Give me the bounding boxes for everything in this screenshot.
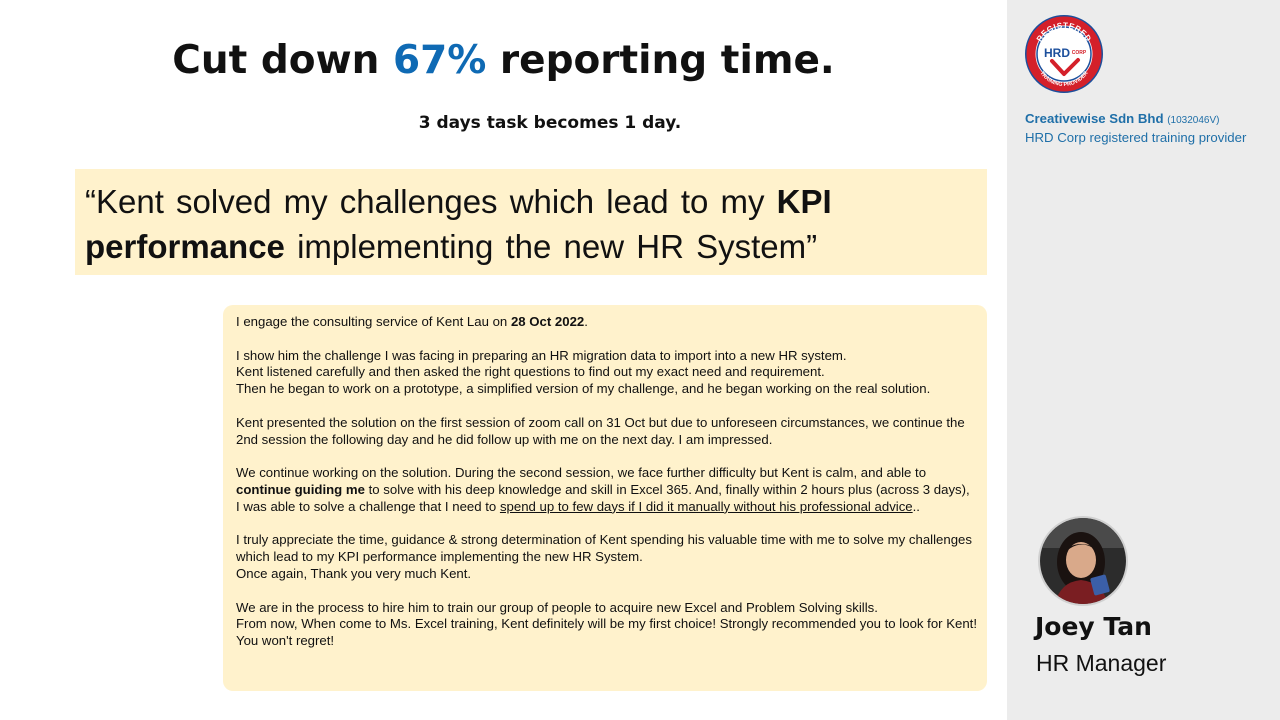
quote-text-end: implementing the new HR System [284,228,807,265]
testimonial-p4-text-c: .. [912,498,920,514]
testimonial-p4-bold: continue guiding me [236,481,365,497]
open-quote-mark: “ [85,183,96,220]
quote-text-start: Kent solved my challenges which lead to my [96,183,777,220]
person-name: Joey Tan [1035,612,1152,641]
headline-text-start: Cut down [172,38,393,83]
quote-box [75,169,987,275]
testimonial-date: 28 Oct 2022 [510,314,585,329]
company-description: HRD Corp registered training provider [1025,130,1247,145]
hrd-corp-logo [1024,14,1104,94]
testimonial-p4-text-a: We continue working on the solution. During the second session, we face further difficulty but Kent is calm, and able to [236,465,927,481]
testimonial-p6-line-2: From now, When come to Ms. Excel training, Kent definitely will be my first choice! Strongly recommended you to look for Kent! You won't regret! [236,616,978,649]
logo-center-text: HRD [1044,46,1070,60]
avatar-photo [1040,518,1126,604]
testimonial-p2-line-1: I show him the challenge I was facing in preparing an HR migration data to import into a new HR system. [236,347,847,363]
testimonial-p6-line-1: We are in the process to hire him to train our group of people to acquire new Excel and Problem Solving skills. [236,599,878,615]
testimonial-p1-end: . [584,314,588,329]
close-quote-mark: ” [806,228,818,265]
logo-top-text: REGISTERED [1034,20,1094,44]
testimonial-p2-line-2: Kent listened carefully and then asked the right questions to find out my exact need and requirement. [236,364,825,380]
subheadline: 3 days task becomes 1 day. [418,113,682,133]
testimonial-paragraph-3: Kent presented the solution on the first session of zoom call on 31 Oct but due to unforeseen circumstances, we continue the 2nd session the following day and he did follow up with me on the next day. I am impressed. [236,414,965,447]
headline-text-end: reporting time. [486,38,835,83]
avatar [1038,516,1128,606]
testimonial-p1-text: I engage the consulting service of Kent Lau on [236,314,511,329]
headline-percentage: 67% [392,38,487,83]
testimonial-paragraph-4 [236,465,977,515]
testimonial-p4-underline: spend up to few days if I did it manually without his professional advice [499,498,913,514]
person-title: HR Manager [1036,650,1167,676]
company-info [1025,110,1275,146]
testimonial-paragraph-1 [236,314,977,331]
testimonial-paragraph-6 [236,600,977,650]
testimonial-p5-line-2: Once again, Thank you very much Kent. [236,565,472,581]
testimonial-paragraph-2 [236,348,977,398]
logo-corp-text: CORP [1071,50,1087,56]
company-registration-number: (1032046V) [1167,115,1220,126]
testimonial-p5-line-1: I truly appreciate the time, guidance & strong determination of Kent spending his valuable time with me to solve my challenges which lead to my KPI performance implementing the new HR System. [236,532,972,565]
testimonial-paragraph-5 [236,532,977,582]
quote-bold-kpi: KPI performance [85,183,832,265]
testimonial-box [223,305,987,691]
testimonial-p2-line-3: Then he began to work on a prototype, a simplified version of my challenge, and he began working on the real solution. [236,381,931,397]
logo-bottom-text: TRAINING PROVIDER [1038,70,1090,89]
company-name: Creativewise Sdn Bhd [1025,111,1164,126]
testimonial-p4-text-b: to solve with his deep knowledge and skill in Excel 365. And, finally within 2 hours plus (across 3 days), I was able to solve a challenge that I need to [236,481,970,514]
headline [0,38,1007,83]
